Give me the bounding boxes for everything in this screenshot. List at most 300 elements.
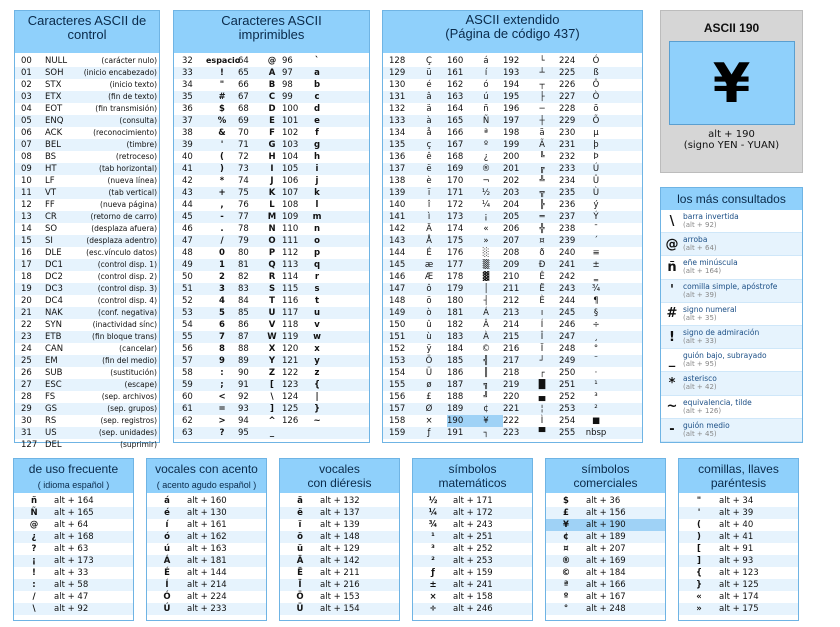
tilde-item[interactable] [661, 396, 802, 419]
alt-code-cell: alt + 142 [320, 556, 360, 566]
char-cell: Â [483, 320, 489, 330]
code-cell: 223 [503, 428, 520, 438]
char-cell: / [220, 236, 224, 246]
table-row [383, 271, 642, 283]
char-cell: ÿ [426, 344, 432, 354]
code-cell: 107 [282, 188, 299, 198]
char-cell: ö [426, 296, 432, 306]
at-sign-icon: @ [665, 236, 679, 252]
list-item [413, 543, 532, 555]
list-item [280, 519, 399, 531]
code-cell: 17 [21, 260, 32, 270]
abbr-cell: FF [45, 200, 55, 210]
char-cell: ■ [591, 416, 601, 426]
abbr-cell: ETX [45, 92, 62, 102]
code-cell: 194 [503, 80, 520, 90]
code-cell: 138 [389, 176, 406, 186]
list-item [679, 567, 798, 579]
code-cell: 15 [21, 236, 32, 246]
char-cell: @ [267, 56, 277, 66]
list-item [413, 519, 532, 531]
code-cell: 75 [238, 188, 249, 198]
char-cell: £ [563, 508, 569, 518]
code-cell: 149 [389, 308, 406, 318]
code-cell: 251 [559, 380, 576, 390]
table-row [174, 127, 369, 139]
table-row [383, 55, 642, 67]
char-cell: 6 [219, 320, 225, 330]
popular-item-text [683, 398, 752, 416]
code-cell: 148 [389, 296, 406, 306]
code-cell: 89 [238, 356, 249, 366]
table-row [174, 295, 369, 307]
char-cell: t [314, 296, 320, 306]
table-row [383, 151, 642, 163]
ascii-printable-panel [173, 10, 370, 443]
char-cell: p [313, 248, 321, 258]
code-cell: 255 [559, 428, 576, 438]
code-cell: 101 [282, 116, 299, 126]
abbr-cell: DLE [45, 248, 62, 258]
list-item [14, 567, 133, 579]
table-row [174, 223, 369, 235]
char-cell: ø [426, 380, 432, 390]
desc-cell: (consulta) [119, 116, 157, 125]
code-cell: 161 [447, 68, 464, 78]
table-row [383, 247, 642, 259]
code-cell: 06 [21, 128, 32, 138]
popular-item-text [683, 305, 737, 323]
list-item [280, 579, 399, 591]
code-cell: 126 [282, 416, 299, 426]
code-cell: 07 [21, 140, 32, 150]
char-cell: $ [563, 496, 569, 506]
list-item [14, 531, 133, 543]
char-cell: i [315, 164, 319, 174]
code-cell: 159 [389, 428, 406, 438]
code-cell: 162 [447, 80, 464, 90]
apostrophe-item[interactable] [661, 280, 802, 303]
char-cell: ë [297, 508, 303, 518]
char-cell: c [314, 92, 320, 102]
char-cell: ï [427, 188, 431, 198]
code-cell: 231 [559, 140, 576, 150]
char-cell: e [314, 116, 320, 126]
code-cell: 139 [389, 188, 406, 198]
char-cell: Ô [592, 80, 600, 90]
char-cell: b [313, 80, 321, 90]
char-cell: ª [563, 580, 569, 590]
char-cell: ñ [30, 496, 38, 506]
code-cell: 203 [503, 188, 520, 198]
code-cell: 211 [503, 284, 520, 294]
ascii-extended-panel [382, 10, 643, 443]
popular-item-alt: (alt + 39) [683, 290, 717, 299]
ascii-extended-header [383, 11, 642, 53]
char-cell: H [268, 152, 276, 162]
table-row [15, 295, 159, 307]
alt-code-cell: alt + 216 [320, 580, 360, 590]
char-cell: Ë [539, 284, 545, 294]
desc-cell: (fin del medio) [102, 356, 157, 365]
table-row [174, 67, 369, 79]
alt-code-cell: alt + 189 [586, 532, 626, 542]
char-cell: Ë [297, 568, 303, 578]
desc-cell: (fin bloque trans) [92, 332, 157, 341]
alt-code-cell: alt + 156 [586, 508, 626, 518]
table-row [15, 343, 159, 355]
code-cell: 157 [389, 404, 406, 414]
alt-code-cell: alt + 36 [586, 496, 621, 506]
char-cell: ä [426, 104, 432, 114]
list-item [280, 543, 399, 555]
char-cell: ░ [482, 248, 490, 258]
accented-vowels-subtitle: ( acento agudo español ) [156, 480, 257, 490]
char-cell: î [427, 200, 431, 210]
alt-code-cell: alt + 175 [719, 604, 759, 614]
alt-code-cell: alt + 211 [320, 568, 360, 578]
char-cell: Ü [296, 604, 304, 614]
frequent-use-header [14, 459, 133, 493]
ascii-extended-title: ASCII extendido [465, 12, 560, 27]
alt-code-cell: alt + 64 [54, 520, 89, 530]
char-cell: ▄ [538, 392, 546, 402]
exclamation-icon: ! [669, 329, 675, 345]
list-item [147, 579, 266, 591]
code-cell: 171 [447, 188, 464, 198]
table-row [15, 367, 159, 379]
char-cell: x [314, 344, 320, 354]
table-row [383, 115, 642, 127]
char-cell: 0 [219, 248, 225, 258]
popular-item-name: guión bajo, subrayado [683, 351, 767, 361]
char-cell: Ì [540, 416, 544, 426]
popular-item-alt: (alt + 42) [683, 383, 717, 392]
char-cell: m [312, 212, 322, 222]
char-cell: × [425, 416, 433, 426]
abbr-cell: DC3 [45, 284, 63, 294]
code-cell: 198 [503, 128, 520, 138]
list-item [546, 579, 665, 591]
popular-item-name: signo numeral [683, 304, 737, 314]
accented-vowels-title: vocales con acento [155, 462, 258, 476]
char-cell: ü [296, 544, 304, 554]
code-cell: 77 [238, 212, 249, 222]
char-cell: ü [426, 68, 432, 78]
code-cell: 212 [503, 296, 520, 306]
popular-title: los más consultados [661, 188, 802, 210]
char-cell: Ö [296, 592, 304, 602]
popular-item-name: arroba [683, 235, 708, 245]
alt-code-cell: alt + 160 [187, 496, 227, 506]
exclamation-item[interactable] [661, 326, 802, 349]
featured-char-card [660, 10, 803, 173]
code-cell: 68 [238, 104, 249, 114]
char-cell: º [483, 140, 488, 150]
code-cell: 248 [559, 344, 576, 354]
char-cell: # [218, 92, 226, 102]
table-row [174, 283, 369, 295]
code-cell: 42 [182, 176, 193, 186]
char-cell: æ [424, 260, 434, 270]
desc-cell: (carácter nulo) [101, 56, 157, 65]
char-cell: ┘ [539, 356, 545, 366]
desc-cell: (cancelar) [119, 344, 157, 353]
alt-code-cell: alt + 184 [586, 568, 626, 578]
code-cell: 202 [503, 176, 520, 186]
char-cell: þ [593, 140, 599, 150]
char-cell: ¼ [481, 200, 491, 210]
code-cell: 150 [389, 320, 406, 330]
list-item [280, 531, 399, 543]
hash-item[interactable] [661, 303, 802, 326]
code-cell: 31 [21, 428, 32, 438]
abbr-cell: LF [45, 176, 55, 186]
table-row [15, 103, 159, 115]
code-cell: 05 [21, 116, 32, 126]
char-cell: W [267, 332, 277, 342]
char-cell: 9 [219, 356, 225, 366]
table-row [15, 379, 159, 391]
char-cell: ª [483, 128, 488, 138]
alt-code-cell: alt + 154 [320, 604, 360, 614]
code-cell: 16 [21, 248, 32, 258]
code-cell: 104 [282, 152, 299, 162]
alt-code-cell: alt + 165 [54, 508, 94, 518]
table-row [383, 199, 642, 211]
table-row [174, 367, 369, 379]
code-cell: 120 [282, 344, 299, 354]
code-cell: 215 [503, 332, 520, 342]
quotes-brackets-title: comillas, llaves [698, 462, 779, 476]
table-row [174, 259, 369, 271]
code-cell: 55 [182, 332, 193, 342]
code-cell: 48 [182, 248, 193, 258]
char-cell: ä [297, 496, 303, 506]
code-cell: 163 [447, 92, 464, 102]
code-cell: 166 [447, 128, 464, 138]
table-row [174, 331, 369, 343]
code-cell: 127 [21, 440, 38, 450]
table-row [383, 379, 642, 391]
code-cell: 188 [447, 392, 464, 402]
char-cell: ÷ [592, 320, 600, 330]
popular-item-text [683, 421, 730, 439]
char-cell: ╔ [539, 164, 545, 174]
char-cell: ± [592, 260, 600, 270]
desc-cell: (reconocimiento) [93, 128, 157, 137]
code-cell: 63 [182, 428, 193, 438]
table-row [15, 163, 159, 175]
code-cell: 228 [559, 104, 576, 114]
code-cell: 70 [238, 128, 249, 138]
desc-cell: (fin de texto) [108, 92, 157, 101]
char-cell: ú [163, 544, 171, 554]
code-cell: 209 [503, 260, 520, 270]
char-cell: º [563, 592, 569, 602]
desc-cell: (fin transmisión) [95, 104, 157, 113]
popular-item-text [683, 374, 717, 392]
desc-cell: (tab vertical) [108, 188, 157, 197]
char-cell: ý [593, 200, 599, 210]
char-cell: ã [539, 128, 545, 138]
char-cell: ╦ [539, 188, 545, 198]
enye-item[interactable] [661, 256, 802, 279]
code-cell: 145 [389, 260, 406, 270]
alt-code-cell: alt + 34 [719, 496, 754, 506]
list-item [280, 567, 399, 579]
char-cell: Ú [592, 164, 600, 174]
alt-code-cell: alt + 169 [586, 556, 626, 566]
asterisk-item[interactable] [661, 372, 802, 395]
char-cell: 3 [219, 284, 225, 294]
code-cell: 133 [389, 116, 406, 126]
char-cell: · [594, 368, 598, 378]
char-cell: Ø [425, 404, 433, 414]
char-cell: ‗ [593, 272, 599, 282]
char-cell: ▀ [538, 428, 546, 438]
abbr-cell: RS [45, 416, 57, 426]
code-cell: 226 [559, 80, 576, 90]
list-item [546, 531, 665, 543]
code-cell: 14 [21, 224, 32, 234]
table-row [174, 343, 369, 355]
code-cell: 44 [182, 200, 193, 210]
abbr-cell: CR [45, 212, 57, 222]
code-cell: 72 [238, 152, 249, 162]
char-cell: ° [593, 344, 599, 354]
char-cell: ¸ [593, 332, 599, 342]
code-cell: 254 [559, 416, 576, 426]
hash-icon: # [666, 306, 678, 322]
featured-combo: alt + 190 [708, 129, 755, 140]
abbr-cell: SYN [45, 320, 62, 330]
code-cell: 40 [182, 152, 193, 162]
list-item [413, 531, 532, 543]
code-cell: 102 [282, 128, 299, 138]
accented-vowels-panel [146, 458, 267, 621]
code-cell: 233 [559, 164, 576, 174]
backslash-icon: \ [669, 213, 675, 229]
abbr-cell: SI [45, 236, 53, 246]
list-item [679, 519, 798, 531]
table-row [174, 199, 369, 211]
char-cell: ÷ [429, 604, 437, 614]
alt-code-cell: alt + 39 [719, 508, 754, 518]
apostrophe-icon: ' [670, 283, 674, 299]
code-cell: 190 [447, 415, 469, 427]
code-cell: 217 [503, 356, 520, 366]
ascii-control-title: Caracteres ASCII de control [15, 11, 159, 53]
char-cell: O [268, 236, 276, 246]
code-cell: 221 [503, 404, 520, 414]
list-item [14, 543, 133, 555]
accented-vowels-header [147, 459, 266, 493]
char-cell: Å [426, 236, 432, 246]
popular-item-name: comilla simple, apóstrofe [683, 281, 778, 291]
char-cell: ® [481, 164, 491, 174]
char-cell: ð [539, 248, 545, 258]
char-cell: g [313, 140, 321, 150]
char-cell: ( [697, 520, 701, 530]
ascii-control-table [15, 55, 159, 451]
char-cell: 4 [219, 296, 225, 306]
code-cell: 205 [503, 212, 520, 222]
char-cell: ┴ [539, 68, 545, 78]
char-cell: § [593, 308, 599, 318]
abbr-cell: ACK [45, 128, 63, 138]
code-cell: 130 [389, 80, 406, 90]
commercial-symbols-header [546, 459, 665, 493]
char-cell: ç [426, 140, 432, 150]
alt-code-cell: alt + 33 [54, 568, 89, 578]
alt-code-cell: alt + 207 [586, 544, 626, 554]
code-cell: 185 [447, 356, 464, 366]
abbr-cell: ENQ [45, 116, 64, 126]
underscore-item[interactable] [661, 349, 802, 372]
table-row [174, 151, 369, 163]
char-cell: ß [593, 68, 599, 78]
alt-code-cell: alt + 253 [453, 556, 493, 566]
char-cell: ¡ [484, 212, 488, 222]
code-cell: 216 [503, 344, 520, 354]
list-item [546, 555, 665, 567]
code-cell: 78 [238, 224, 249, 234]
code-cell: 36 [182, 104, 193, 114]
table-row [174, 211, 369, 223]
char-cell: ┤ [483, 296, 489, 306]
char-cell: * [219, 176, 225, 186]
backslash-item[interactable] [661, 210, 802, 233]
code-cell: 119 [282, 332, 299, 342]
char-cell: ¾ [428, 520, 438, 530]
char-cell: ³ [594, 392, 598, 402]
code-cell: 56 [182, 344, 193, 354]
alt-code-cell: alt + 173 [54, 556, 94, 566]
code-cell: 222 [503, 416, 520, 426]
code-cell: 32 [182, 56, 193, 66]
char-cell: ; [220, 380, 224, 390]
featured-name: (signo YEN - YUAN) [683, 140, 780, 151]
math-symbols-title: símbolos [448, 462, 497, 476]
code-cell: 110 [282, 224, 299, 234]
hyphen-item[interactable] [661, 419, 802, 442]
table-row [383, 355, 642, 367]
char-cell: r [314, 272, 320, 282]
code-cell: 113 [282, 260, 299, 270]
code-cell: 94 [238, 416, 249, 426]
char-cell: < [218, 392, 226, 402]
code-cell: 93 [238, 404, 249, 414]
alt-code-cell: alt + 190 [586, 520, 626, 530]
alt-code-cell: alt + 248 [586, 604, 626, 614]
code-cell: 158 [389, 416, 406, 426]
list-item [147, 531, 266, 543]
ascii-extended-subtitle: (Página de código 437) [445, 26, 580, 41]
quotes-brackets-panel [678, 458, 799, 621]
alt-code-cell: alt + 174 [719, 592, 759, 602]
at-sign-item[interactable] [661, 233, 802, 256]
char-cell: T [269, 296, 275, 306]
char-cell: ƒ [427, 428, 431, 438]
char-cell: ` [314, 56, 320, 66]
code-cell: 169 [447, 164, 464, 174]
code-cell: 29 [21, 404, 32, 414]
code-cell: 57 [182, 356, 193, 366]
table-row [15, 307, 159, 319]
char-cell: ╠ [539, 200, 545, 210]
popular-item-alt: (alt + 64) [683, 244, 717, 253]
